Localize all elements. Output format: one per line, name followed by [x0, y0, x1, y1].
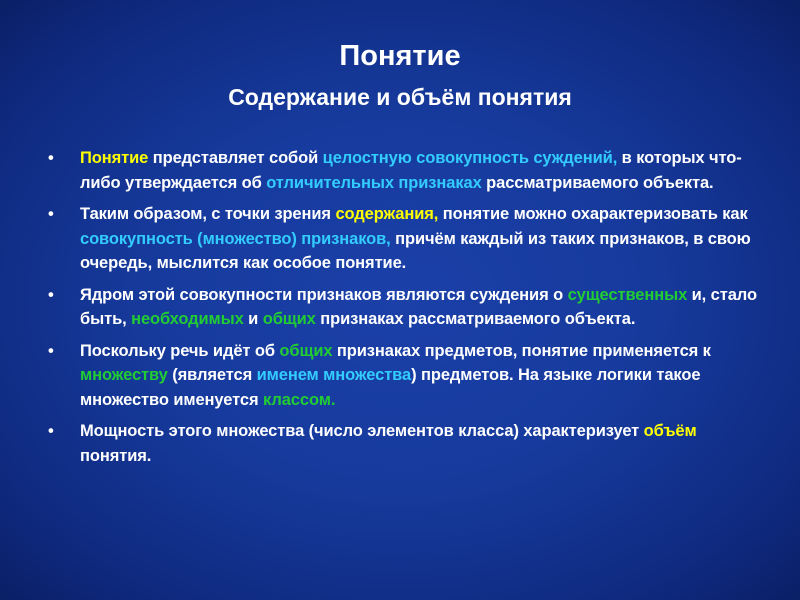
bullet-icon: •: [48, 285, 54, 304]
bullet-text: и, стало быть,: [80, 285, 757, 328]
bullet-text: причём каждый из таких признаков, в свою очередь, мыслится как особое понятие.: [80, 229, 751, 272]
highlighted-term: необходимых: [131, 310, 244, 328]
bullet-text: признаках предметов, понятие применяется к: [332, 341, 711, 360]
highlighted-term: существенных: [567, 285, 688, 304]
bullet-icon: •: [48, 422, 54, 440]
bullet-text: ) предметов. На языке логики такое множество именуется: [80, 366, 701, 409]
highlighted-term: именем множества: [256, 366, 412, 384]
bullet-text: в которых что-либо утверждается об: [80, 149, 742, 192]
highlighted-term: совокупность (множество) признаков,: [80, 229, 391, 248]
highlighted-term: объём: [643, 422, 697, 440]
bullet-icon: •: [48, 341, 54, 360]
highlighted-term: Понятие: [80, 149, 149, 167]
bullet-list: [46, 146, 766, 475]
bullet-icon: •: [48, 205, 54, 223]
bullet-text: понятия.: [80, 446, 152, 465]
bullet-text: Мощность этого множества (число элементов класса) характеризует: [80, 422, 644, 440]
bullet-item: [46, 146, 766, 195]
bullet-text: признаках рассматриваемого объекта.: [315, 310, 636, 328]
bullet-text: понятие можно охарактеризовать как: [438, 205, 748, 223]
highlighted-term: содержания,: [335, 205, 439, 223]
bullet-icon: •: [48, 149, 54, 167]
slide-title: Понятие: [339, 40, 461, 72]
bullet-item: [46, 419, 766, 468]
highlighted-term: множеству: [80, 366, 168, 384]
bullet-text: и: [243, 310, 263, 328]
bullet-text: Поскольку речь идёт об: [80, 341, 280, 360]
bullet-text: Таким образом, с точки зрения: [80, 205, 336, 223]
bullet-text: представляет собой: [148, 149, 323, 167]
highlighted-term: классом.: [262, 390, 336, 409]
highlighted-term: отличительных признаках: [266, 173, 482, 192]
highlighted-term: общих: [279, 341, 333, 360]
bullet-text: Ядром этой совокупности признаков являются суждения о: [80, 285, 568, 304]
bullet-item: [46, 283, 766, 332]
highlighted-term: целостную совокупность суждений,: [322, 149, 618, 167]
slide-subtitle: Содержание и объём понятия: [228, 84, 572, 110]
highlighted-term: общих: [262, 310, 316, 328]
bullet-item: [46, 339, 766, 413]
bullet-text: рассматриваемого объекта.: [481, 173, 714, 192]
bullet-text: (является: [167, 366, 257, 384]
bullet-item: [46, 202, 766, 276]
